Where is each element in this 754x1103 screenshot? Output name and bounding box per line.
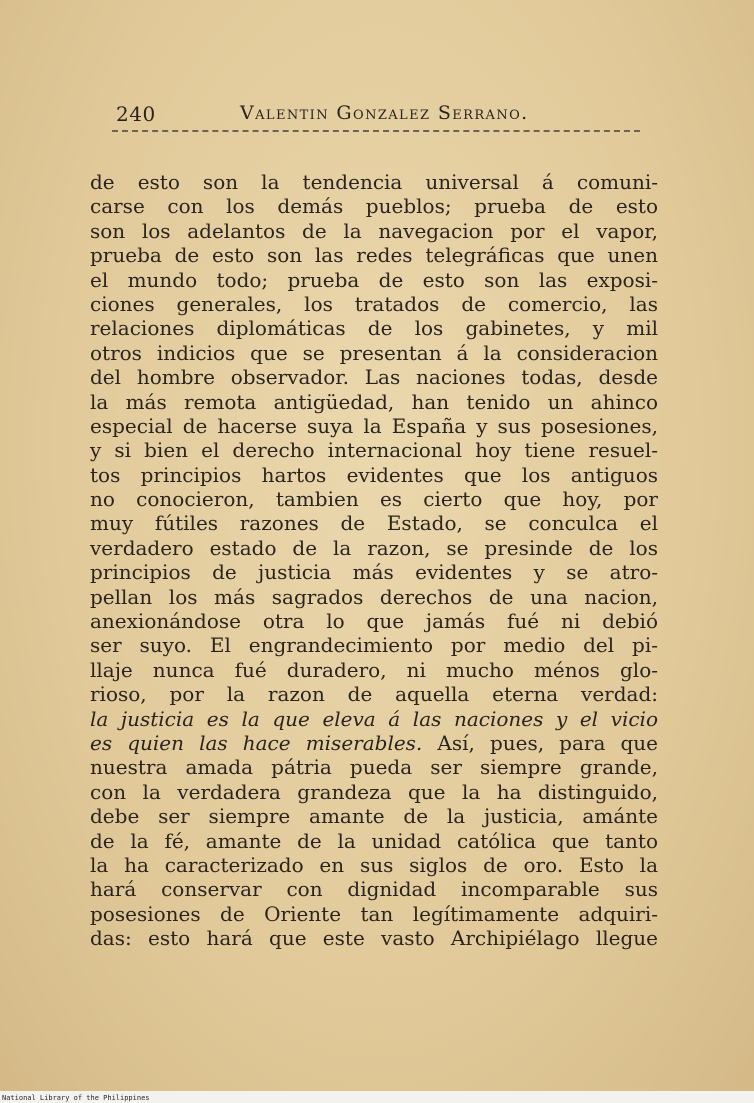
text-line: anexionándose otra lo que jamás fué ni debió [90, 609, 658, 634]
text-line: relaciones diplomáticas de los gabinetes, y mil [90, 316, 658, 341]
text-line: llaje nunca fué duradero, ni mucho ménos glo- [90, 657, 658, 682]
text-line: principios de justicia más evidentes y se atro- [90, 560, 658, 585]
mixed-line [90, 731, 658, 755]
text-line: y si bien el derecho internacional hoy tiene resuel- [90, 438, 658, 463]
text-line: muy fútiles razones de Estado, se conculca el [90, 511, 658, 536]
text-line-rest: Así, pues, para que [422, 730, 658, 755]
text-line: prueba de esto son las redes telegráficas que unen [90, 243, 658, 268]
text-line: la ha caracterizado en sus siglos de oro. Esto la [90, 852, 658, 877]
text-line: hará conservar con dignidad incomparable sus [90, 877, 658, 902]
italic-quote-end: es quien las hace miserables. [90, 730, 423, 755]
body-text [90, 170, 658, 951]
text-line: de la fé, amante de la unidad católica que tanto [90, 828, 658, 853]
text-line: carse con los demás pueblos; prueba de esto [90, 194, 658, 219]
header-rule [112, 130, 640, 132]
text-line: no conocieron, tambien es cierto que hoy, por [90, 487, 658, 512]
text-line: pellan los más sagrados derechos de una nacion, [90, 584, 658, 609]
text-line: especial de hacerse suya la España y sus posesiones, [90, 413, 658, 438]
text-line: posesiones de Oriente tan legítimamente adquiri- [90, 901, 658, 926]
text-line: del hombre observador. Las naciones todas, desde [90, 365, 658, 390]
text-line: son los adelantos de la navegacion por el vapor, [90, 218, 658, 243]
page-number: 240 [116, 102, 156, 126]
text-line: verdadero estado de la razon, se presinde de los [90, 535, 658, 560]
text-line: nuestra amada pátria pueda ser siempre grande, [90, 755, 658, 780]
library-credit: National Library of the Philippines [2, 1094, 150, 1102]
text-line: otros indicios que se presentan á la consideracion [90, 340, 658, 365]
text-line: rioso, por la razon de aquella eterna verdad: [90, 682, 658, 707]
text-line: ciones generales, los tratados de comercio, las [90, 291, 658, 316]
text-line: de esto son la tendencia universal á comuni- [90, 170, 658, 194]
running-head: Valentin Gonzalez Serrano. [240, 102, 529, 124]
text-line: la más remota antigüedad, han tenido un ahinco [90, 389, 658, 414]
text-line: con la verdadera grandeza que la ha distinguido, [90, 779, 658, 804]
text-line: debe ser siempre amante de la justicia, amánte [90, 804, 658, 829]
text-line: el mundo todo; prueba de esto son las exposi- [90, 267, 658, 292]
page-header [112, 96, 642, 136]
text-line: das: esto hará que este vasto Archipiélago llegue [90, 926, 658, 951]
italic-quote-line: la justicia es la que eleva á las naciones y el vicio [90, 706, 658, 731]
text-line: ser suyo. El engrandecimiento por medio del pi- [90, 633, 658, 658]
text-line: tos principios hartos evidentes que los antiguos [90, 462, 658, 487]
